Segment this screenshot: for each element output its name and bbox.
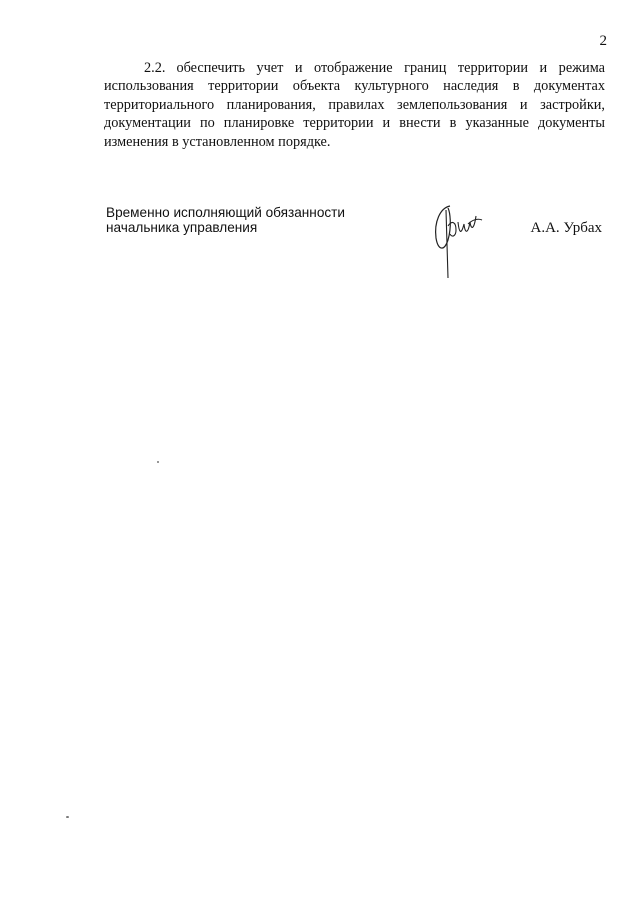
- paragraph-line: изменения в установленном порядке.: [104, 133, 331, 150]
- signatory-position: [106, 205, 345, 235]
- signer-name: А.А. Урбах: [530, 220, 602, 236]
- paragraph-line: [104, 59, 605, 77]
- paragraph-line-text: обеспечить учет и отображение границ территории и режима: [176, 60, 605, 76]
- paragraph-line: использования территории объекта культурного наследия в документах: [104, 78, 605, 95]
- position-line: Временно исполняющий обязанности: [106, 205, 345, 220]
- scan-speck: [157, 461, 159, 463]
- paragraph-line: документации по планировке территории и внести в указанные документы: [104, 115, 605, 132]
- paragraph-number: 2.2.: [144, 60, 166, 76]
- body-paragraph: [104, 59, 605, 151]
- position-line: начальника управления: [106, 220, 258, 235]
- scan-speck: [66, 816, 69, 818]
- paragraph-line: территориального планирования, правилах землепользования и застройки,: [104, 96, 605, 113]
- page-number: 2: [599, 33, 607, 49]
- handwritten-signature: [428, 200, 488, 280]
